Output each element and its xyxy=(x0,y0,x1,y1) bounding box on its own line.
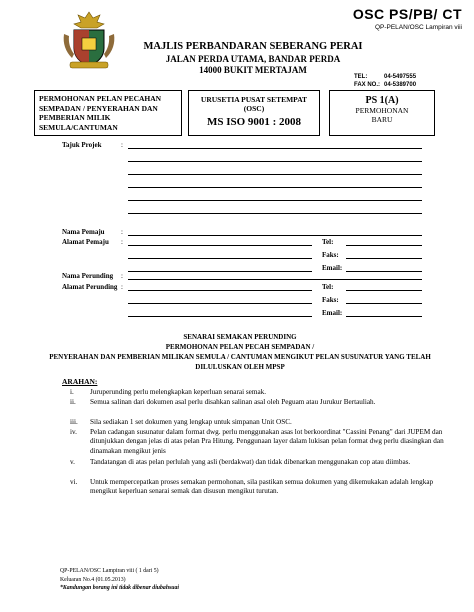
instructions-heading: ARAHAN: xyxy=(62,377,98,386)
instruction-number: v. xyxy=(70,458,75,466)
instruction-number: vi. xyxy=(70,478,78,486)
form-code: OSC PS/PB/ CT xyxy=(352,6,462,22)
consultant-fax-field[interactable] xyxy=(346,303,422,304)
instruction-number: iv. xyxy=(70,428,77,436)
organization-name: MAJLIS PERBANDARAN SEBERANG PERAI xyxy=(143,41,363,52)
council-crest-icon xyxy=(60,8,118,70)
application-type-line: SEMPADAN / PENYERAHAN DAN xyxy=(39,103,158,113)
instruction-item xyxy=(70,418,450,427)
consultant-fax-label: Faks: xyxy=(322,296,339,304)
form-reference: QP-PELAN/OSC Lampiran viii xyxy=(374,24,462,31)
developer-address-line-2[interactable] xyxy=(128,258,312,259)
project-title-line-1[interactable] xyxy=(128,148,422,149)
developer-name-field[interactable] xyxy=(128,235,422,236)
developer-address-label: Alamat Pemaju xyxy=(62,238,109,246)
instruction-item xyxy=(70,428,450,456)
instruction-text: Semua salinan dari dokumen asal perlu disahkan salinan asal oleh Peguam atau Jurukur Bertauliah. xyxy=(90,398,376,406)
developer-name-label: Nama Pemaju xyxy=(62,228,105,236)
colon: : xyxy=(121,141,123,149)
developer-address-line-3[interactable] xyxy=(128,271,312,272)
form-id-line: BARU xyxy=(371,115,393,124)
consultant-tel-field[interactable] xyxy=(346,290,422,291)
colon: : xyxy=(121,238,123,246)
instruction-number: iii. xyxy=(70,418,78,426)
footer-issue: Keluaran No.4 (01.05.2013) xyxy=(60,577,126,583)
osc-abbrev: (OSC) xyxy=(243,104,265,113)
iso-standard: MS ISO 9001 : 2008 xyxy=(206,116,302,128)
checklist-subtitle: PERMOHONAN PELAN PECAH SEMPADAN / xyxy=(165,343,315,351)
application-type-line: SEMULA/CANTUMAN xyxy=(39,122,118,132)
colon: : xyxy=(121,272,123,280)
instruction-number: i. xyxy=(70,388,74,396)
tel-label: TEL: xyxy=(354,74,368,80)
application-type-line: PERMOHONAN PELAN PECAHAN xyxy=(39,94,162,103)
project-title-line-5[interactable] xyxy=(128,200,422,201)
project-title-line-4[interactable] xyxy=(128,187,422,188)
project-title-line-3[interactable] xyxy=(128,174,422,175)
tel-value: 04-5497555 xyxy=(384,74,417,80)
developer-fax-field[interactable] xyxy=(346,258,422,259)
form-id-line: PERMOHONAN xyxy=(355,106,409,115)
instruction-item xyxy=(70,478,450,497)
fax-value: 04-5389700 xyxy=(384,82,417,88)
developer-address-line-1[interactable] xyxy=(128,245,312,246)
instruction-text: Juruperunding perlu melengkapkan keperluan senarai semak. xyxy=(90,388,267,396)
footer-notice: *Kandungan borang ini tidak dibenar diubahsuai xyxy=(60,585,180,591)
instruction-item xyxy=(70,458,450,467)
instruction-item xyxy=(70,398,450,407)
developer-fax-label: Faks: xyxy=(322,251,339,259)
fax-label: FAX NO.: xyxy=(354,82,381,88)
instruction-text: Tandatangan di atas pelan perlulah yang asli (berdakwat) dan tidak dibenarkan menggunakan cop atau diimbas. xyxy=(90,458,411,466)
developer-email-field[interactable] xyxy=(346,271,422,272)
instruction-text: Untuk mempercepatkan proses semakan permohonan, sila pastikan semua dokumen yang dikemukakan adalah lengkap mengikut keperluan senarai semak dan disusun mengikut turutan. xyxy=(90,478,434,496)
colon: : xyxy=(121,228,123,236)
form-id-box xyxy=(329,90,435,136)
osc-iso-box xyxy=(188,90,320,136)
instruction-text: Sila sediakan 1 set dokumen yang lengkap untuk simpanan Unit OSC. xyxy=(90,418,292,426)
instruction-item xyxy=(70,388,450,397)
instruction-text: Pelan cadangan susunatur dalam format dwg. perlu menggunakan asas lot berkoordinat "Cassini Penang" dari JUPEM dan ditunjukkan dengan jelas di atas pelan Pra Hitung. Penggunaan layer dalam lukisan pelan format dwg perlu diasingkan dan dinamakan mengikut jenis xyxy=(90,428,444,455)
colon: : xyxy=(121,283,123,291)
footer-page-ref: QP-PELAN/OSC Lampiran viii ( 1 dari 5) xyxy=(60,568,159,574)
application-type-line: PEMBERIAN MILIK xyxy=(39,113,111,122)
developer-tel-field[interactable] xyxy=(346,245,422,246)
project-title-line-2[interactable] xyxy=(128,161,422,162)
form-id-code: PS 1(A) xyxy=(365,95,399,106)
project-title-line-6[interactable] xyxy=(128,213,422,214)
consultant-email-label: Email: xyxy=(322,309,343,317)
application-type-box xyxy=(34,90,182,136)
project-title-label: Tajuk Projek xyxy=(62,141,102,149)
osc-title: URUSETIA PUSAT SETEMPAT xyxy=(200,95,308,104)
developer-tel-label: Tel: xyxy=(322,238,334,246)
address-line-2: 14000 BUKIT MERTAJAM xyxy=(199,65,307,75)
consultant-address-label: Alamat Perunding xyxy=(62,283,118,291)
consultant-tel-label: Tel: xyxy=(322,283,334,291)
consultant-name-label: Nama Perunding xyxy=(62,272,114,280)
consultant-address-line-2[interactable] xyxy=(128,303,312,304)
checklist-title: SENARAI SEMAKAN PERUNDING xyxy=(183,333,297,341)
instruction-number: ii. xyxy=(70,398,76,406)
consultant-name-field[interactable] xyxy=(128,279,422,280)
consultant-address-line-1[interactable] xyxy=(128,290,312,291)
consultant-address-line-3[interactable] xyxy=(128,316,312,317)
checklist-subtitle: DILULUSKAN OLEH MPSP xyxy=(195,363,285,371)
address-line-1: JALAN PERDA UTAMA, BANDAR PERDA xyxy=(165,54,341,64)
developer-email-label: Email: xyxy=(322,264,343,272)
consultant-email-field[interactable] xyxy=(346,316,422,317)
checklist-subtitle: PENYERAHAN DAN PEMBERIAN MILIKAN SEMULA / CANTUMAN MENGIKUT PELAN SUSUNATUR YANG TELAH xyxy=(49,353,431,361)
